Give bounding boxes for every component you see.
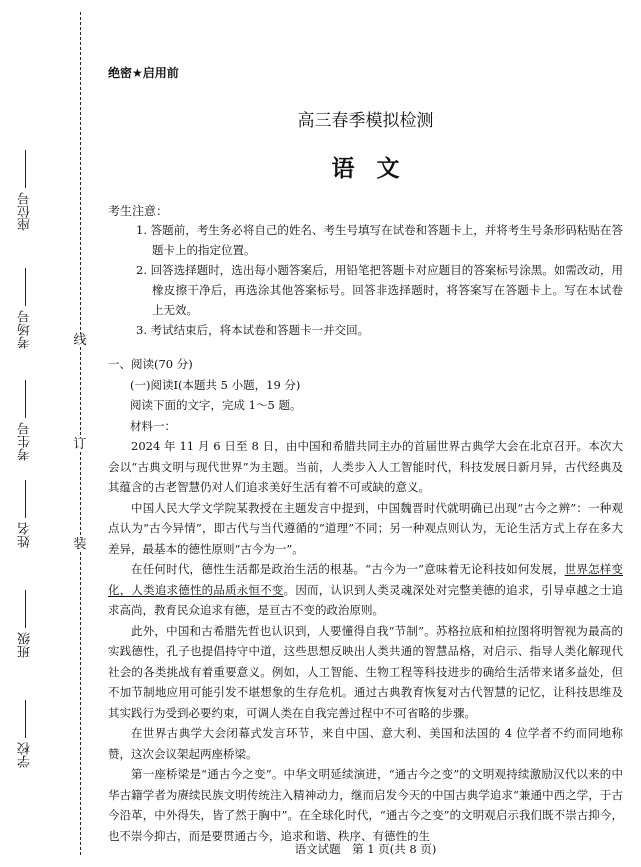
material-label: 材料一：: [130, 418, 176, 433]
cut-mark-ding: 订: [73, 437, 87, 452]
paragraph: 此外，中国和古希腊先哲也认识到，人要懂得自我“节制”。苏格拉底和柏拉图将明智视为最高的实践德性，孔子也提倡持守中道，这些思想反映出人类共通的智慧品格，对启示、指导人类化解现代社会的各类挑战有着重要意义。例如，人工智能、生物工程等科技进步的确给生活带来诸多益处，但不加节制地应用可能引发不堪想象的生存危机。通过古典教育恢复对古代智慧的记忆，让科技思维及其实践行为受到必要约束，可调人类在自我完善过程中不可省略的步骤。: [108, 623, 623, 720]
candidate-number-field: 考生号: [16, 380, 35, 461]
exam-room-field: 考场号: [16, 268, 35, 349]
subsection-heading: (一)阅读Ⅰ(本题共 5 小题，19 分): [130, 377, 301, 392]
school-field: 学校: [16, 700, 35, 768]
notice-heading: 考生注意：: [108, 204, 169, 218]
name-field: 姓名: [16, 480, 35, 548]
instruction: 阅读下面的文字，完成 1～5 题。: [130, 398, 302, 412]
subject-title: 语文: [331, 155, 422, 182]
paragraph: 在任何时代，德性生活都是政治生活的根基。“古今为一”意味着无论科技如何发展，世界怎样变化，人类追求德性的品质永恒不变。因而，认识到人类灵魂深处对完整美德的追求，引导卓越之士追求高尚，教育民众追求有德，是亘古不变的政治原则。: [108, 562, 623, 617]
paragraph: 第一座桥梁是“通古今之变”。中华文明延续演进，“通古今之变”的文明观持续激励汉代以来的中华古籍学者为赓续民族文明传统注入精神动力，继而启发今天的中国古典学追求“兼通中西之学，于古今沿革，中外得失，皆了然于胸中”。在全球化时代，“通古今之变”的文明观启示我们既不崇古抑今，也不崇今抑古，而是要贯通古今，追求和谐、秩序、有德性的生: [108, 767, 623, 843]
exam-title: 高三春季模拟检测: [297, 111, 434, 131]
section-heading: 一、阅读(70 分): [108, 357, 193, 371]
binding-dashed-line: [80, 12, 81, 855]
binding-margin: [0, 0, 92, 867]
underlined-text: 世界怎样变化，人类追求德性的品质永恒不变: [108, 562, 623, 597]
notice-list: [136, 220, 623, 340]
notice-item: 2. 回答选择题时，选出每小题答案后，用铅笔把答题卡对应题目的答案标号涂黑。如需改动，用橡皮擦干净后，再选涂其他答案标号。回答非选择题时，将答案写在答题卡上。写在本试卷上无效。: [136, 263, 623, 317]
cut-mark-zhuang: 装: [73, 537, 87, 552]
class-field: 班级: [16, 590, 35, 658]
reading-section: [108, 354, 623, 846]
seat-number-field: 座位号: [16, 150, 35, 231]
page-footer: 语文试题 第 1 页(共 8 页): [294, 842, 437, 856]
paragraph: 在世界古典学大会闭幕式发言环节，来自中国、意大利、美国和法国的 4 位学者不约而同地称赞，这次会议架起两座桥梁。: [108, 726, 623, 761]
paragraph: 2024 年 11 月 6 日至 8 日，由中国和希腊共同主办的首届世界古典学大会在北京召开。本次大会以“古典文明与现代世界”为主题。当前，人类步入人工智能时代，科技发展日新月异，古代经典及其蕴含的古老智慧仍对人们追求美好生活有着不可或缺的意义。: [108, 439, 623, 494]
paragraph: 中国人民大学文学院某教授在主题发言中提到，中国魏晋时代就明确已出现“古今之辨”：一种观点认为“古今异情”，即古代与当代遵循的“道理”不同；另一种观点则认为，无论生活方式上存在多大差异，最基本的德性原则“古今为一”。: [108, 500, 623, 556]
notice-item: 3. 考试结束后，将本试卷和答题卡一并交回。: [136, 323, 370, 337]
cut-mark-xian: 线: [73, 333, 87, 348]
notice-item: 1. 答题前，考生务必将自己的姓名、考生号填写在试卷和答题卡上，并将考生号条形码粘贴在答题卡上的指定位置。: [136, 223, 623, 257]
secret-label: 绝密★启用前: [108, 66, 179, 80]
